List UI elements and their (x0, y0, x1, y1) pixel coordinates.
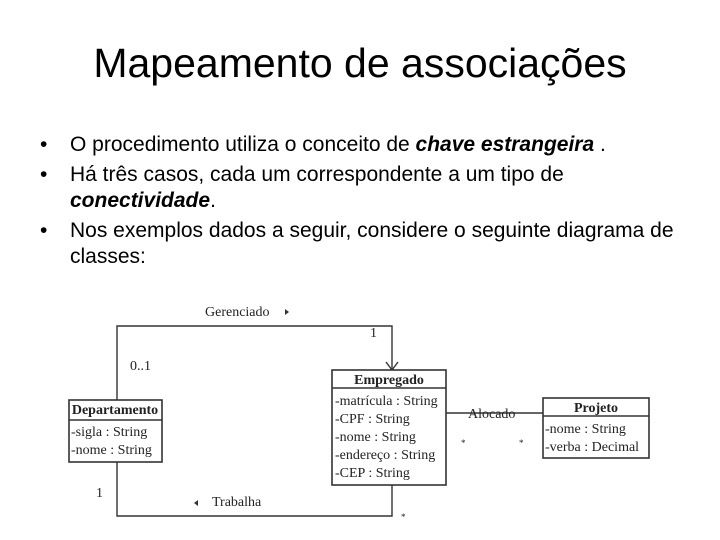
empregado-attribute: -CEP : String (335, 466, 410, 481)
class-projeto (543, 398, 649, 458)
bullet-dot-icon: • (40, 219, 48, 242)
class-empregado (332, 370, 446, 485)
trabalha-mult-right: * (401, 512, 406, 522)
projeto-attribute: -nome : String (545, 422, 626, 437)
alocado-mult-left: * (461, 438, 466, 448)
departamento-name: Departamento (71, 403, 159, 418)
gerenciado-mult-top: 1 (370, 326, 377, 341)
empregado-attribute: -endereço : String (335, 448, 436, 463)
departamento-attribute: -sigla : String (71, 425, 148, 440)
bullet-text: Nos exemplos dados a seguir, considere o seguinte diagrama de classes: (70, 219, 674, 268)
class-departamento (69, 400, 162, 462)
gerenciado-direction-icon (285, 309, 289, 315)
slide-title: Mapeamento de associações (93, 40, 627, 86)
departamento-attribute: -nome : String (71, 443, 152, 458)
alocado-label: Alocado (468, 407, 516, 422)
projeto-attribute: -verba : Decimal (545, 440, 640, 455)
projeto-name: Projeto (573, 401, 619, 416)
bullet-text: Há três casos, cada um correspondente a um tipo de (70, 163, 564, 186)
empregado-name: Empregado (354, 373, 424, 388)
alocado-mult-right: * (519, 438, 524, 448)
empregado-attribute: -matrícula : String (335, 394, 438, 409)
trabalha-label: Trabalha (212, 495, 262, 510)
trabalha-direction-icon (194, 500, 198, 506)
bullet-text-tail: . (594, 133, 606, 156)
bullet-emphasis: chave estrangeira (415, 133, 595, 156)
gerenciado-label: Gerenciado (205, 305, 270, 320)
bullet-text: O procedimento utiliza o conceito de (70, 133, 416, 156)
empregado-attribute: -CPF : String (335, 412, 410, 427)
trabalha-mult-left: 1 (96, 486, 103, 501)
bullet-dot-icon: • (40, 133, 48, 156)
bullet-emphasis: conectividade (70, 189, 211, 212)
bullet-text-tail: . (210, 189, 216, 212)
empregado-attribute: -nome : String (335, 430, 416, 445)
bullet-dot-icon: • (40, 163, 48, 186)
gerenciado-mult-left: 0..1 (130, 359, 151, 374)
